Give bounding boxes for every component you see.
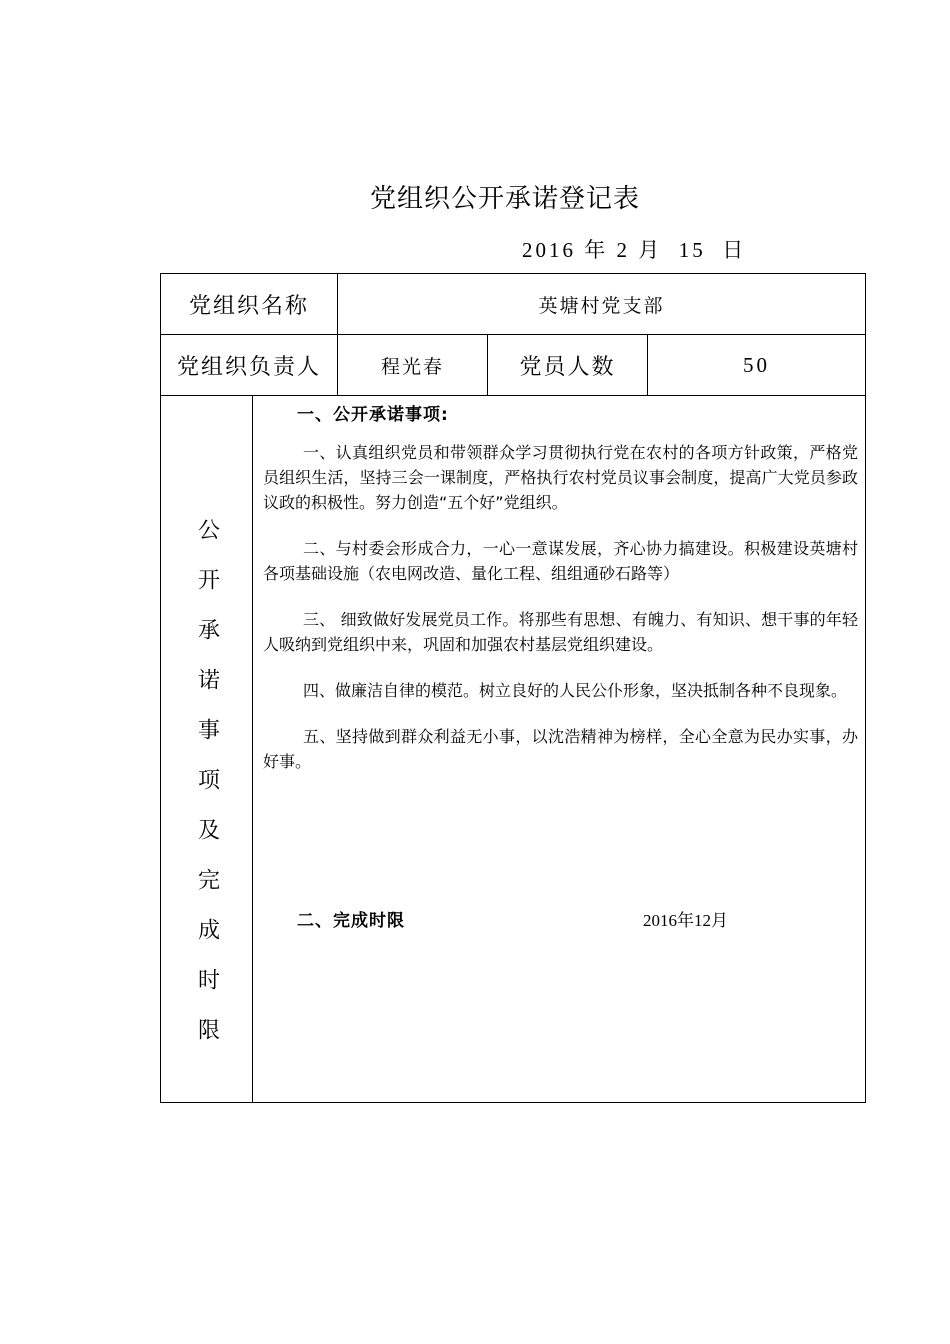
promise-content (253, 396, 866, 1103)
promise-item: 二、与村委会形成合力，一心一意谋发展，齐心协力搞建设。积极建设英塘村各项基础设施（农电网改造、量化工程、组组通砂石路等） (263, 539, 858, 583)
promise-list (263, 440, 858, 795)
section-label-cell (161, 396, 253, 1103)
promise-item: 四、做廉洁自律的模范。树立良好的人民公仆形象，坚决抵制各种不良现象。 (303, 681, 848, 700)
registration-form (160, 273, 866, 1103)
members-label: 党员人数 (488, 335, 648, 396)
promise-row (161, 396, 866, 1103)
promise-item: 五、坚持做到群众利益无小事，以沈浩精神为榜样，全心全意为民办实事，办好事。 (263, 727, 858, 771)
org-name-row (161, 274, 866, 335)
leader-label: 党组织负责人 (161, 335, 338, 396)
promise-item: 一、认真组织党员和带领群众学习贯彻执行党在农村的各项方针政策，严格党员组织生活，坚持三会一课制度，严格执行农村党员议事会制度，提高广大党员参政议政的积极性。努力创造“五个好”党组织。 (263, 443, 858, 512)
deadline-heading: 二、完成时限 (297, 911, 405, 931)
org-name-label: 党组织名称 (161, 274, 338, 335)
leader-row (161, 335, 866, 396)
fill-date: 2016 年 2 月 15 日 (522, 238, 747, 262)
leader-value: 程光春 (338, 335, 488, 396)
page-title: 党组织公开承诺登记表 (369, 184, 640, 214)
deadline-value: 2016年12月 (643, 911, 728, 930)
section-label: 公开承诺事项及完成时限 (194, 518, 220, 1068)
promise-heading: 一、公开承诺事项: (297, 405, 449, 425)
org-name-value: 英塘村党支部 (338, 274, 866, 335)
members-value: 50 (648, 335, 866, 396)
promise-item: 三、 细致做好发展党员工作。将那些有思想、有魄力、有知识、想干事的年轻人吸纳到党组织中来，巩固和加强农村基层党组织建设。 (263, 610, 858, 654)
